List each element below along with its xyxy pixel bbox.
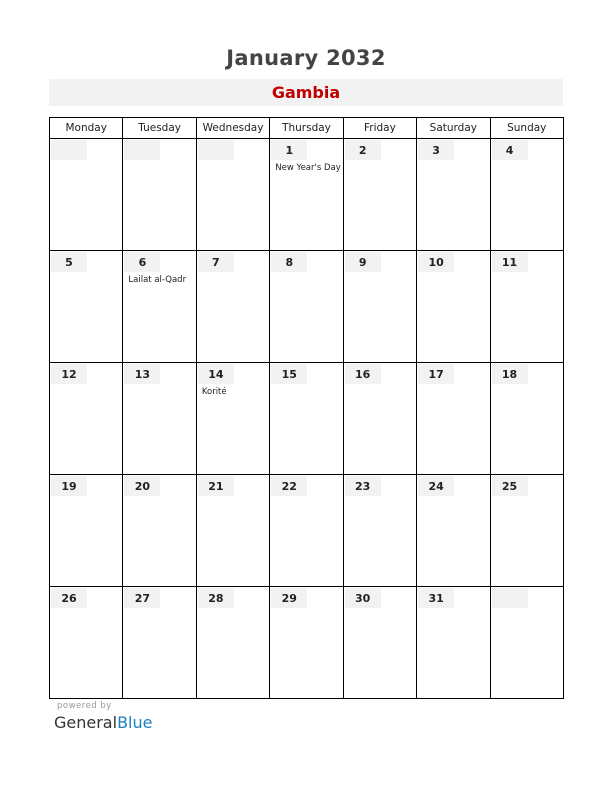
day-cell	[123, 363, 196, 475]
brand-blue: Blue	[117, 713, 153, 732]
day-cell	[490, 363, 563, 475]
day-number: 17	[418, 364, 454, 384]
day-cell	[123, 475, 196, 587]
country-name: Gambia	[271, 83, 341, 102]
day-number: 15	[271, 364, 307, 384]
day-number: 20	[124, 476, 160, 496]
weekday-header: Monday	[50, 118, 123, 139]
weekday-header: Thursday	[270, 118, 343, 139]
day-number: 3	[418, 140, 454, 160]
day-number: 23	[345, 476, 381, 496]
day-number: 31	[418, 588, 454, 608]
day-cell	[343, 139, 416, 251]
country-bar	[49, 79, 563, 106]
holiday-label: Korité	[201, 387, 227, 397]
day-cell	[343, 251, 416, 363]
week-row	[50, 139, 564, 251]
holiday-label: Lailat al-Qadr	[128, 275, 187, 285]
day-number: 6	[124, 252, 160, 272]
day-number: 21	[198, 476, 234, 496]
day-number	[124, 140, 160, 160]
day-cell	[417, 363, 490, 475]
day-cell	[196, 587, 269, 699]
day-cell	[270, 363, 343, 475]
day-cell	[50, 251, 123, 363]
day-cell	[417, 475, 490, 587]
day-number: 8	[271, 252, 307, 272]
day-number: 16	[345, 364, 381, 384]
day-cell	[417, 251, 490, 363]
day-number: 14	[198, 364, 234, 384]
day-cell	[343, 363, 416, 475]
day-cell	[270, 139, 343, 251]
day-cell	[417, 139, 490, 251]
week-row	[50, 475, 564, 587]
day-number: 29	[271, 588, 307, 608]
day-number: 5	[51, 252, 87, 272]
day-number: 28	[198, 588, 234, 608]
day-cell	[490, 251, 563, 363]
day-number: 1	[271, 140, 307, 160]
day-number: 27	[124, 588, 160, 608]
weekday-header: Friday	[343, 118, 416, 139]
day-cell	[50, 363, 123, 475]
day-number: 30	[345, 588, 381, 608]
day-cell	[196, 251, 269, 363]
day-number	[198, 140, 234, 160]
day-cell	[50, 475, 123, 587]
day-number: 4	[492, 140, 528, 160]
day-number: 12	[51, 364, 87, 384]
weekday-header: Wednesday	[196, 118, 269, 139]
holiday-label: New Year's Day	[275, 163, 341, 173]
day-cell	[270, 475, 343, 587]
day-number: 2	[345, 140, 381, 160]
week-row	[50, 251, 564, 363]
generalblue-logo	[54, 713, 152, 732]
calendar-grid	[49, 117, 564, 699]
day-cell	[490, 139, 563, 251]
powered-by-text: powered by	[57, 701, 112, 711]
weekday-header: Tuesday	[123, 118, 196, 139]
day-number: 25	[492, 476, 528, 496]
day-number	[492, 588, 528, 608]
weekday-header-row	[50, 118, 564, 139]
day-number: 9	[345, 252, 381, 272]
day-cell	[123, 587, 196, 699]
day-number: 24	[418, 476, 454, 496]
day-number: 11	[492, 252, 528, 272]
week-row	[50, 587, 564, 699]
weekday-header: Sunday	[490, 118, 563, 139]
day-cell	[196, 139, 269, 251]
day-cell	[490, 587, 563, 699]
day-cell	[123, 139, 196, 251]
week-row	[50, 363, 564, 475]
day-cell	[343, 587, 416, 699]
day-cell	[50, 139, 123, 251]
day-number: 22	[271, 476, 307, 496]
day-number: 7	[198, 252, 234, 272]
day-cell	[343, 475, 416, 587]
day-cell	[490, 475, 563, 587]
brand-general: General	[54, 713, 118, 732]
day-number: 19	[51, 476, 87, 496]
day-number: 26	[51, 588, 87, 608]
day-number	[51, 140, 87, 160]
day-cell	[196, 363, 269, 475]
day-number: 10	[418, 252, 454, 272]
calendar-title: January 2032	[226, 46, 386, 70]
day-cell	[270, 587, 343, 699]
day-cell	[196, 475, 269, 587]
weekday-header: Saturday	[417, 118, 490, 139]
day-cell	[417, 587, 490, 699]
day-cell	[123, 251, 196, 363]
day-number: 13	[124, 364, 160, 384]
day-cell	[50, 587, 123, 699]
day-cell	[270, 251, 343, 363]
day-number: 18	[492, 364, 528, 384]
